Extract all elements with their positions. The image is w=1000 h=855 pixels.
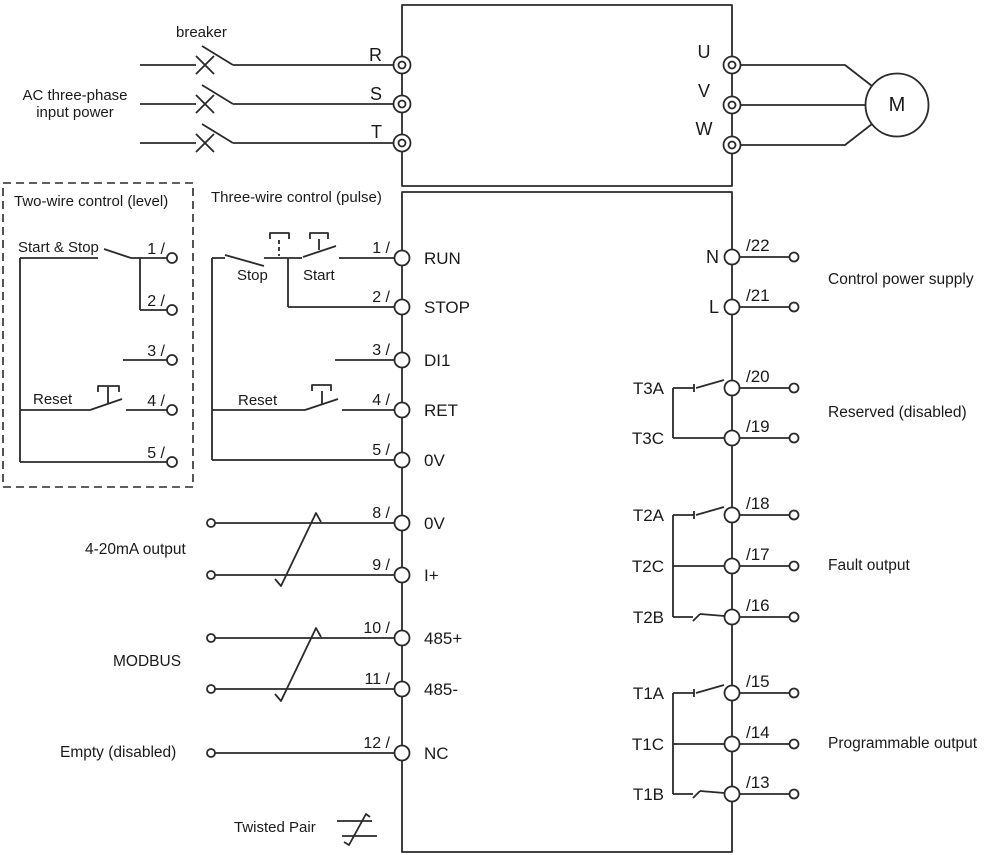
unit-control-section-outline: [402, 192, 732, 852]
terminal-num-19: /19: [746, 417, 770, 436]
phase-s-label: S: [369, 84, 382, 104]
terminal-name-0v: 0V: [424, 451, 445, 470]
terminal-name-0v2: 0V: [424, 514, 445, 533]
terminal-num-stop: 2 /: [372, 289, 390, 306]
phase-v-label: V: [697, 81, 710, 101]
source-label-line2: input power: [36, 104, 114, 121]
modbus-wiring: [215, 628, 394, 701]
two-wire-terminal-4: 4 /: [147, 393, 165, 410]
two-wire-reset-label: Reset: [33, 391, 73, 408]
right-terminal-stubs: [740, 257, 790, 794]
start-button-icon: [310, 233, 328, 239]
relay-t3-wiring: [673, 380, 725, 438]
source-label-line1: AC three-phase: [22, 87, 128, 104]
terminal-num-ret: 4 /: [372, 392, 390, 409]
terminal-t1c-label: T1C: [631, 735, 664, 754]
terminal-name-stop: STOP: [424, 298, 470, 317]
terminal-num-0v2: 8 /: [372, 505, 390, 522]
terminal-num-nc: 12 /: [363, 735, 390, 752]
breaker-label: breaker: [176, 24, 227, 41]
external-wire-end-circles: [207, 519, 215, 757]
terminal-num-485m: 11 /: [364, 671, 390, 688]
terminal-num-14: /14: [746, 723, 770, 742]
uvw-terminals: [724, 57, 741, 154]
terminal-num-iplus: 9 /: [372, 557, 390, 574]
stop-button-icon: [270, 233, 289, 239]
desc-fault-output: Fault output: [828, 557, 910, 574]
terminal-n-label: N: [706, 247, 719, 267]
right-wire-end-circles: [790, 253, 799, 799]
start-button-label: Start: [303, 267, 335, 284]
twisted-pair-mark-modbus: [275, 628, 321, 701]
terminal-name-di1: DI1: [424, 351, 451, 370]
terminal-num-22: /22: [746, 236, 770, 255]
terminal-num-20: /20: [746, 367, 770, 386]
desc-programmable-output: Programmable output: [828, 735, 978, 752]
terminal-name-485m: 485-: [424, 680, 459, 699]
empty-label: Empty (disabled): [60, 744, 177, 761]
stop-button-label: Stop: [237, 267, 268, 284]
two-wire-title: Two-wire control (level): [14, 193, 169, 210]
terminal-t2b-label: T2B: [632, 608, 664, 627]
terminal-name-iplus: I+: [424, 566, 439, 585]
three-wire-reset-label: Reset: [238, 392, 278, 409]
terminal-l-label: L: [708, 297, 719, 317]
terminal-num-15: /15: [746, 672, 770, 691]
phase-r-label: R: [369, 45, 382, 65]
terminal-num-21: /21: [746, 286, 770, 305]
start-stop-switch-label: Start & Stop: [18, 239, 99, 256]
desc-control-power-supply: Control power supply: [828, 271, 974, 288]
terminal-name-485p: 485+: [424, 629, 463, 648]
analog-output-label: 4-20mA output: [85, 541, 186, 558]
terminal-name-nc: NC: [424, 744, 449, 763]
unit-power-section-outline: [402, 5, 732, 186]
three-wire-reset-button-icon: [312, 385, 331, 391]
two-wire-terminal-5: 5 /: [147, 445, 165, 462]
two-wire-terminal-circles: [167, 253, 177, 467]
terminal-num-17: /17: [746, 545, 770, 564]
terminal-t3c-label: T3C: [631, 429, 664, 448]
terminal-t2c-label: T2C: [631, 557, 664, 576]
two-wire-box-outline: [3, 183, 193, 487]
two-wire-terminal-2: 2 /: [147, 293, 165, 310]
relay-t2-wiring: [673, 507, 725, 621]
terminal-num-485p: 10 /: [363, 620, 390, 637]
terminal-name-run: RUN: [424, 249, 461, 268]
terminal-name-ret: RET: [424, 401, 458, 420]
terminal-t1b-label: T1B: [632, 785, 664, 804]
twisted-pair-label: Twisted Pair: [234, 819, 316, 836]
terminal-num-13: /13: [746, 773, 770, 792]
terminal-num-16: /16: [746, 596, 770, 615]
terminal-t2a-label: T2A: [632, 506, 664, 525]
terminal-num-di1: 3 /: [372, 342, 390, 359]
motor-label: M: [888, 94, 906, 116]
rst-terminals: [394, 57, 411, 152]
phase-t-label: T: [371, 122, 382, 142]
terminal-t3a-label: T3A: [632, 379, 664, 398]
motor-wires: [741, 65, 873, 145]
modbus-label: MODBUS: [113, 653, 182, 670]
terminal-t1a-label: T1A: [632, 684, 664, 703]
terminal-num-0v: 5 /: [372, 442, 390, 459]
phase-u-label: U: [697, 42, 711, 62]
two-wire-terminal-3: 3 /: [147, 343, 165, 360]
three-wire-title: Three-wire control (pulse): [211, 189, 382, 206]
phase-w-label: W: [695, 119, 713, 139]
relay-t1-wiring: [673, 685, 725, 798]
terminal-num-18: /18: [746, 494, 770, 513]
terminal-num-run: 1 /: [372, 240, 390, 257]
desc-reserved: Reserved (disabled): [828, 404, 967, 421]
analog-output-wiring: [215, 513, 394, 586]
two-wire-terminal-1: 1 /: [147, 241, 165, 258]
twisted-pair-icon: [337, 814, 377, 845]
